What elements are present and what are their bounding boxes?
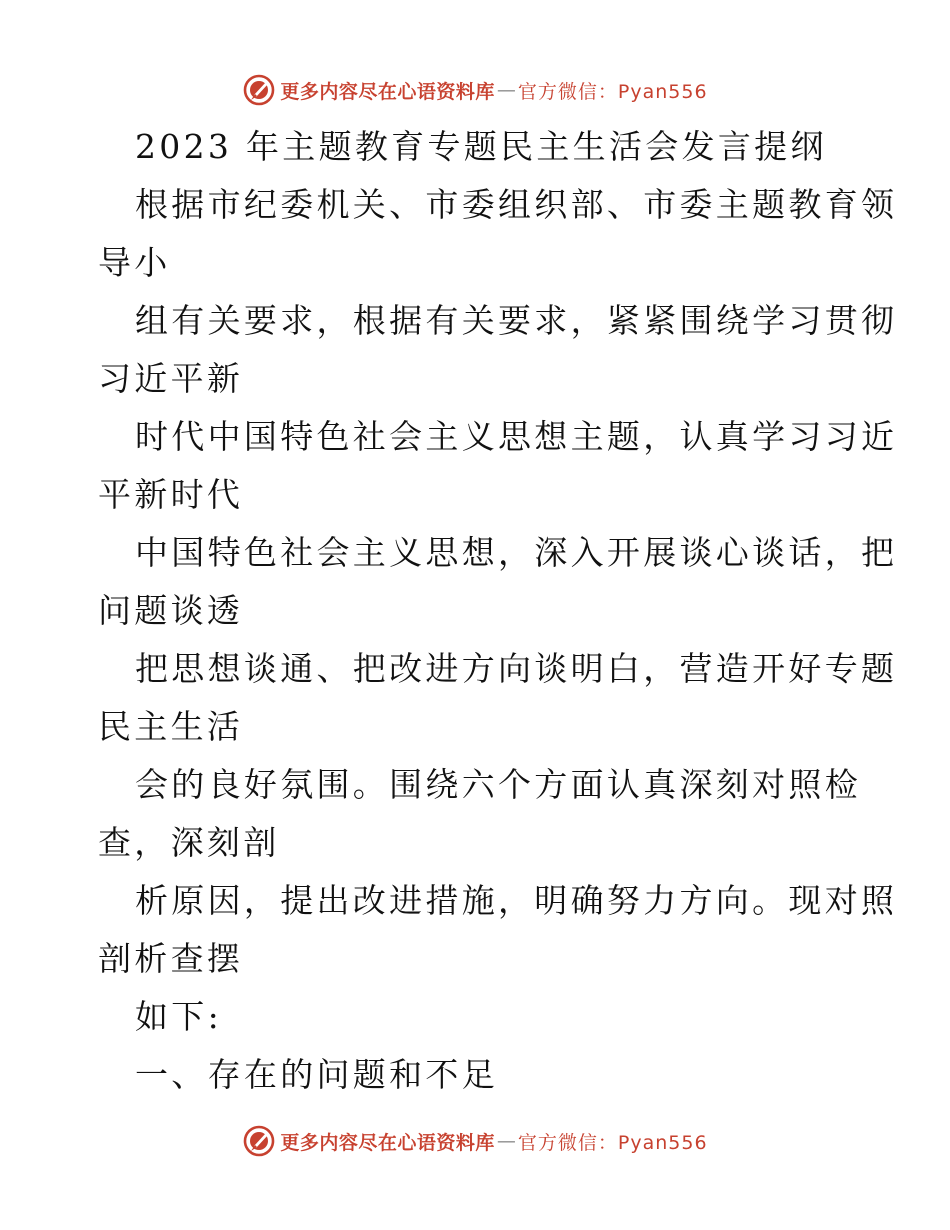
watermark-tagline: 更多内容尽在心语资料库 [280, 1131, 495, 1154]
watermark-header [0, 70, 950, 110]
paragraph-line: 会的良好氛围。围绕六个方面认真深刻对照检 [135, 765, 861, 804]
paragraph-line: 问题谈透 [98, 591, 244, 630]
paragraph-line: 时代中国特色社会主义思想主题，认真学习习近 [135, 417, 898, 456]
paragraph-line: 根据市纪委机关、市委组织部、市委主题教育领 [135, 185, 898, 224]
watermark-wechat: 官方微信：Pyan556 [517, 1131, 708, 1154]
watermark-tagline: 更多内容尽在心语资料库 [280, 80, 495, 103]
paragraph-line: 组有关要求，根据有关要求，紧紧围绕学习贯彻 [135, 301, 898, 340]
paragraph-line: 剖析查摆 [98, 939, 244, 978]
paragraph-line: 析原因，提出改进措施，明确努力方向。现对照 [135, 881, 898, 920]
paragraph-line: 习近平新 [98, 359, 244, 398]
watermark-dash: — [496, 79, 516, 101]
watermark-wechat: 官方微信：Pyan556 [517, 80, 708, 103]
paragraph-line: 民主生活 [98, 707, 244, 746]
pen-logo-icon [242, 1124, 276, 1158]
watermark-footer [0, 1121, 950, 1161]
paragraph-line: 如下: [135, 997, 223, 1036]
paragraph-line: 把思想谈通、把改进方向谈明白，营造开好专题 [135, 649, 898, 688]
document-title: 2023 年主题教育专题民主生活会发言提纲 [135, 127, 827, 166]
section-heading: 一、存在的问题和不足 [135, 1055, 498, 1094]
watermark-dash: — [496, 1130, 516, 1152]
paragraph-line: 导小 [98, 243, 171, 282]
paragraph-line: 中国特色社会主义思想，深入开展谈心谈话，把 [135, 533, 898, 572]
paragraph-line: 平新时代 [98, 475, 244, 514]
paragraph-line: 查，深刻剖 [98, 823, 280, 862]
pen-logo-icon [242, 73, 276, 107]
